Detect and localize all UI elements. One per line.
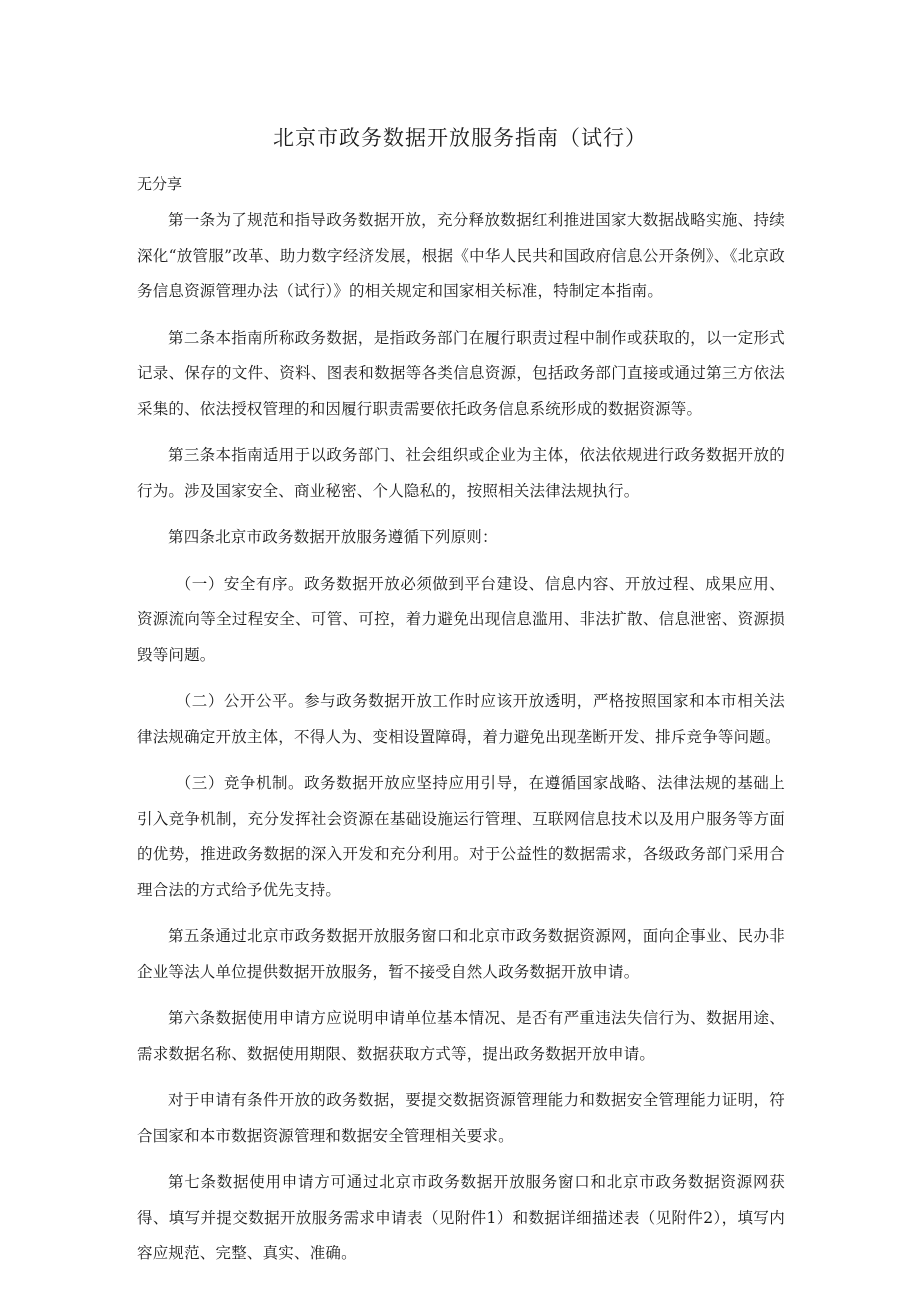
article-6: 第六条数据使用申请方应说明申请单位基本情况、是否有严重违法失信行为、数据用途、需求数据名称、数据使用期限、数据获取方式等，提出政务数据开放申请。 xyxy=(137,1009,785,1063)
article-5: 第五条通过北京市政务数据开放服务窗口和北京市政务数据资源网，面向企事业、民办非企业等法人单位提供数据开放服务，暂不接受自然人政务数据开放申请。 xyxy=(137,927,785,981)
principle-1: （一）安全有序。政务数据开放必须做到平台建设、信息内容、开放过程、成果应用、资源流向等全过程安全、可管、可控，着力避免出现信息滥用、非法扩散、信息泄密、资源损毁等问题。 xyxy=(137,574,785,664)
document-subtitle: 无分享 xyxy=(137,175,183,193)
principle-2: （二）公开公平。参与政务数据开放工作时应该开放透明，严格按照国家和本市相关法律法规确定开放主体，不得人为、变相设置障碍，着力避免出现垄断开发、排斥竞争等问题。 xyxy=(137,692,785,746)
document-title: 北京市政务数据开放服务指南（试行） xyxy=(273,126,647,150)
article-6-supplement: 对于申请有条件开放的政务数据，要提交数据资源管理能力和数据安全管理能力证明，符合国家和本市数据资源管理和数据安全管理相关要求。 xyxy=(137,1091,785,1145)
article-1: 第一条为了规范和指导政务数据开放，充分释放数据红利推进国家大数据战略实施、持续深化“放管服”改革、助力数字经济发展，根据《中华人民共和国政府信息公开条例》、《北京政务信息资源管理办法（试行）》的相关规定和国家相关标准，特制定本指南。 xyxy=(137,211,785,300)
article-2: 第二条本指南所称政务数据，是指政务部门在履行职责过程中制作或获取的，以一定形式记录、保存的文件、资料、图表和数据等各类信息资源，包括政务部门直接或通过第三方依法采集的、依法授权管理的和因履行职责需要依托政务信息系统形成的数据资源等。 xyxy=(137,328,785,418)
article-7: 第七条数据使用申请方可通过北京市政务数据开放服务窗口和北京市政务数据资源网获得、填写并提交数据开放服务需求申请表（见附件1）和数据详细描述表（见附件2），填写内容应规范、完整、真实、准确。 xyxy=(137,1173,785,1262)
principle-3: （三）竞争机制。政务数据开放应坚持应用引导，在遵循国家战略、法律法规的基础上引入竞争机制，充分发挥社会资源在基础设施运行管理、互联网信息技术以及用户服务等方面的优势，推进政务数据的深入开发和充分利用。对于公益性的数据需求，各级政务部门采用合理合法的方式给予优先支持。 xyxy=(137,774,785,899)
document-body xyxy=(137,203,785,1283)
article-3: 第三条本指南适用于以政务部门、社会组织或企业为主体，依法依规进行政务数据开放的行为。涉及国家安全、商业秘密、个人隐私的，按照相关法律法规执行。 xyxy=(137,446,785,500)
article-4: 第四条北京市政务数据开放服务遵循下列原则： xyxy=(168,528,498,546)
